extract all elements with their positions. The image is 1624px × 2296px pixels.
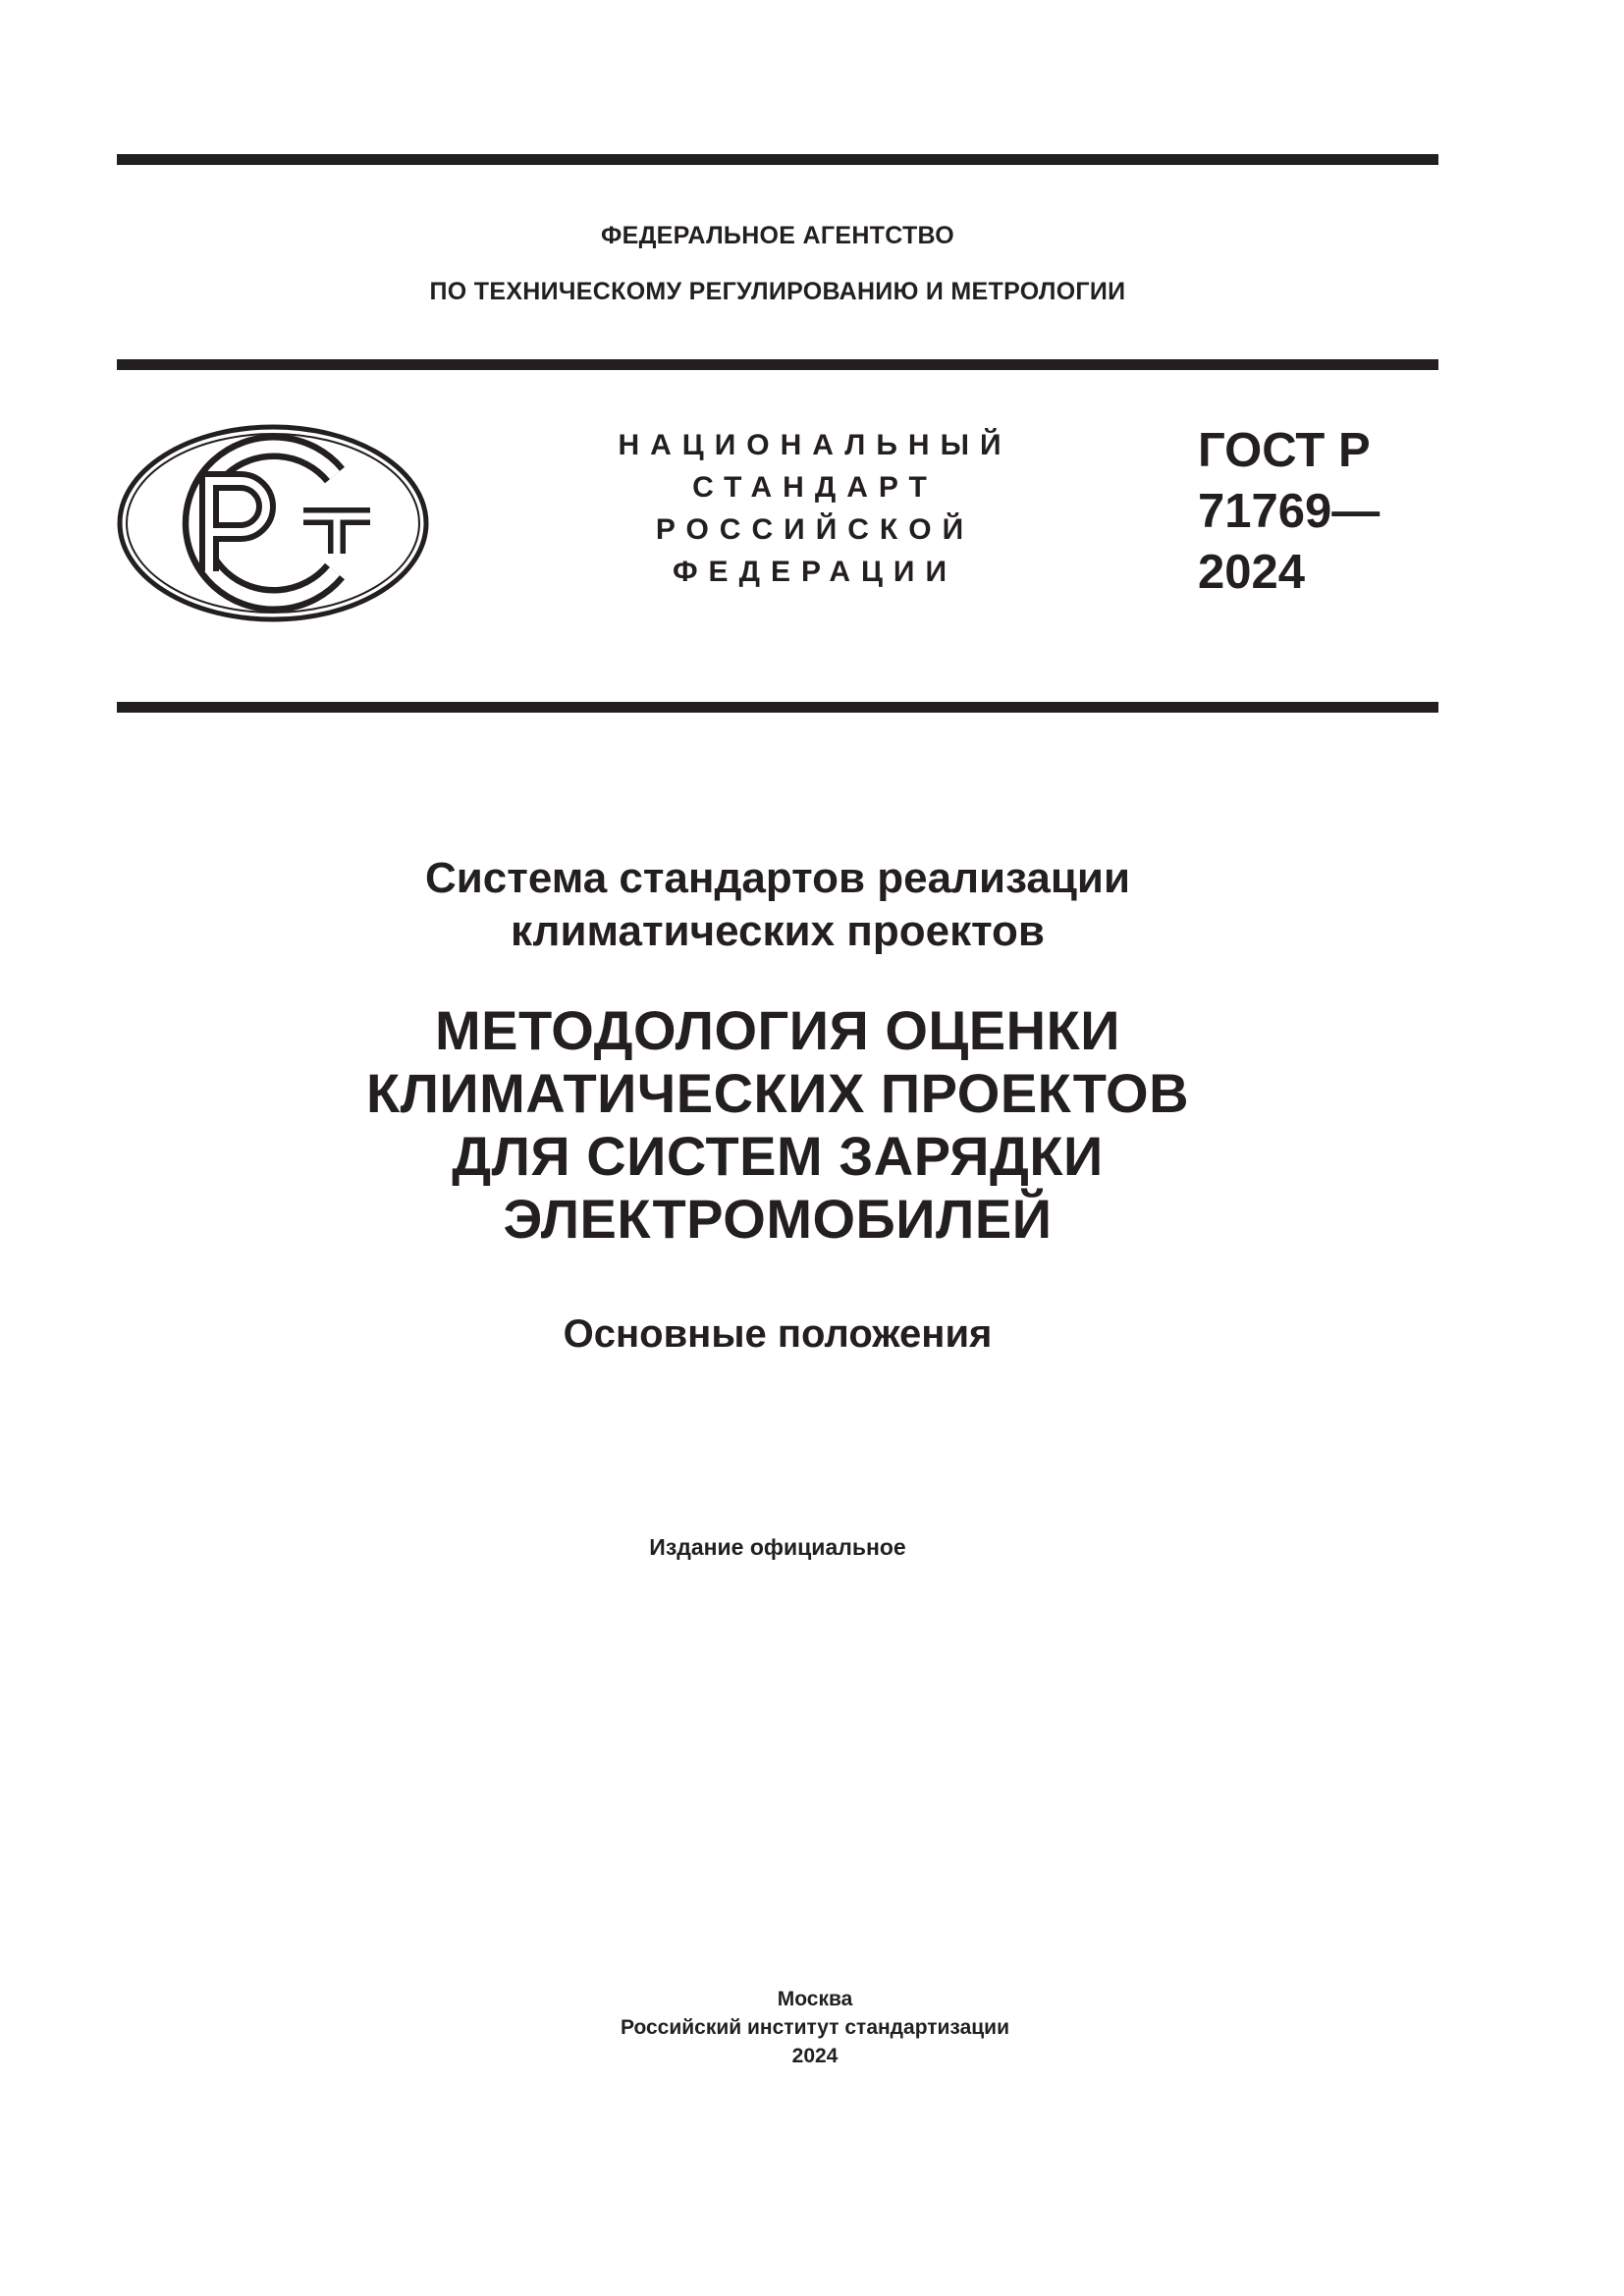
standard-designation (1198, 420, 1380, 603)
rst-certification-mark-icon (117, 424, 429, 622)
edition-note: Издание официальное (649, 1534, 906, 1560)
series-title (117, 852, 1438, 958)
national-standard-line-1: НАЦИОНАЛЬНЫЙ (618, 429, 1012, 461)
series-title-line-2: климатических проектов (511, 907, 1045, 955)
document-title-line-1: МЕТОДОЛОГИЯ ОЦЕНКИ (434, 999, 1121, 1061)
publisher-name: Российский институт стандартизации (620, 2016, 1010, 2039)
designation-line-1: ГОСТ Р (1198, 424, 1371, 477)
publisher-city: Москва (777, 1988, 853, 2010)
national-standard-line-3: РОССИЙСКОЙ (655, 513, 975, 546)
national-standard-line-2: СТАНДАРТ (692, 471, 938, 504)
national-standard-line-4: ФЕДЕРАЦИИ (672, 556, 958, 588)
designation-line-2: 71769— (1198, 485, 1380, 538)
series-title-line-1: Система стандартов реализации (424, 854, 1130, 902)
document-title-line-4: ЭЛЕКТРОМОБИЛЕЙ (503, 1188, 1053, 1250)
bottom-rule (117, 702, 1438, 713)
publisher-block (422, 1985, 1208, 2070)
document-title-line-3: ДЛЯ СИСТЕМ ЗАРЯДКИ (452, 1125, 1104, 1187)
national-standard-label (589, 424, 1041, 593)
agency-name-line-1: ФЕДЕРАЛЬНОЕ АГЕНТСТВО (600, 222, 955, 249)
document-title (117, 999, 1438, 1251)
middle-rule (117, 359, 1438, 370)
designation-line-3: 2024 (1198, 546, 1306, 599)
top-rule (117, 154, 1438, 165)
document-title-line-2: КЛИМАТИЧЕСКИХ ПРОЕКТОВ (365, 1062, 1190, 1124)
agency-name-line-2: ПО ТЕХНИЧЕСКОМУ РЕГУЛИРОВАНИЮ И МЕТРОЛОГИИ (429, 278, 1126, 305)
document-subtitle: Основные положения (563, 1312, 993, 1356)
publisher-year: 2024 (791, 2045, 839, 2067)
